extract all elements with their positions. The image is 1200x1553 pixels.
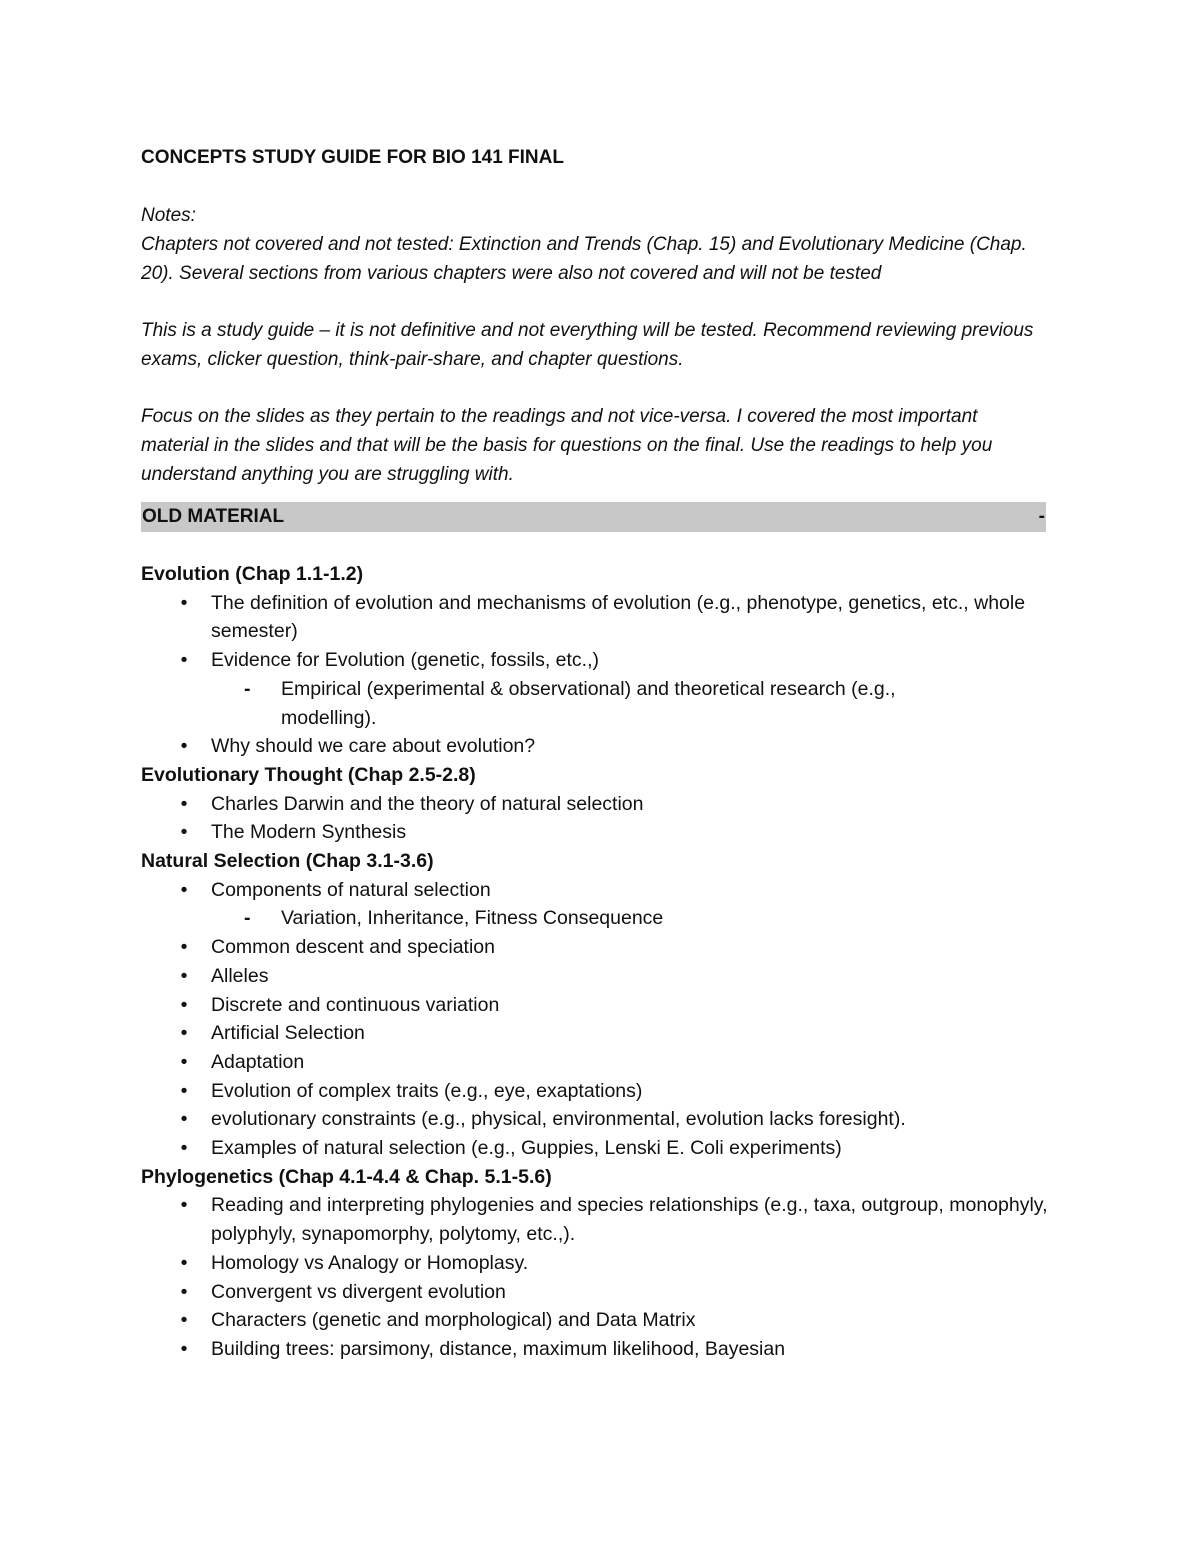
notes-paragraph: This is a study guide – it is not definitive and not everything will be tested. Recommend reviewing previous exams, clicker question, think-pair-share, and chapter questions. bbox=[141, 320, 1034, 370]
bullet-icon: • bbox=[180, 1022, 188, 1045]
list-item bbox=[141, 1077, 1066, 1106]
list-item bbox=[141, 1249, 1066, 1278]
list-item bbox=[141, 1191, 1066, 1248]
topic-section bbox=[141, 847, 1061, 1163]
list-item bbox=[141, 1278, 1066, 1307]
sub-list-item bbox=[211, 904, 996, 933]
bullet-icon: • bbox=[180, 1079, 188, 1102]
old-material-banner bbox=[141, 502, 1046, 532]
list-item bbox=[141, 933, 1066, 962]
bullet-list bbox=[141, 589, 1061, 761]
section-heading: Evolution (Chap 1.1-1.2) bbox=[141, 563, 364, 585]
bullet-list bbox=[141, 790, 1061, 847]
bullet-icon: • bbox=[180, 821, 188, 844]
list-item bbox=[141, 962, 1066, 991]
bullet-icon: • bbox=[180, 591, 188, 614]
list-item-text: evolutionary constraints (e.g., physical, environmental, evolution lacks foresight). bbox=[211, 1108, 906, 1131]
topic-sections bbox=[141, 560, 1061, 1364]
list-item-text: Homology vs Analogy or Homoplasy. bbox=[211, 1251, 529, 1274]
list-item bbox=[141, 1019, 1066, 1048]
list-item-text: Adaptation bbox=[211, 1050, 305, 1073]
notes-block bbox=[141, 201, 1061, 489]
list-item-text: Reading and interpreting phylogenies and species relationships (e.g., taxa, outgroup, monophyly, polyphyly, synapomorphy, polytomy, etc.,). bbox=[211, 1194, 1048, 1246]
bullet-icon: • bbox=[180, 1137, 188, 1160]
list-item-text: Examples of natural selection (e.g., Guppies, Lenski E. Coli experiments) bbox=[211, 1137, 842, 1160]
bullet-list bbox=[141, 1191, 1061, 1363]
list-item bbox=[141, 732, 1066, 761]
bullet-icon: • bbox=[180, 649, 188, 672]
bullet-icon: • bbox=[180, 993, 188, 1016]
bullet-list bbox=[141, 876, 1061, 1163]
bullet-icon: • bbox=[180, 1280, 188, 1303]
list-item bbox=[141, 991, 1066, 1020]
list-item bbox=[141, 790, 1066, 819]
list-item-text: Common descent and speciation bbox=[211, 936, 495, 959]
section-heading: Evolutionary Thought (Chap 2.5-2.8) bbox=[141, 763, 476, 786]
list-item-text: Characters (genetic and morphological) and Data Matrix bbox=[211, 1309, 696, 1332]
bullet-icon: • bbox=[180, 735, 188, 758]
list-item-text: Building trees: parsimony, distance, maximum likelihood, Bayesian bbox=[211, 1337, 786, 1360]
bullet-icon: • bbox=[180, 1309, 188, 1332]
list-item-text: Alleles bbox=[211, 964, 269, 987]
bullet-icon: • bbox=[180, 964, 188, 987]
notes-paragraph: Focus on the slides as they pertain to the readings and not vice-versa. I covered the most important material in the slides and that will be the basis for questions on the final. Use the readings to help you understand anything you are struggling with. bbox=[141, 406, 993, 485]
list-item-text: Components of natural selection bbox=[211, 878, 491, 901]
list-item bbox=[141, 1105, 1066, 1134]
topic-section bbox=[141, 560, 1061, 761]
sub-list-item bbox=[211, 675, 996, 732]
list-item-text: Charles Darwin and the theory of natural selection bbox=[211, 792, 644, 815]
bullet-icon: • bbox=[180, 1251, 188, 1274]
sub-list-item-text: Empirical (experimental & observational) and theoretical research (e.g., modelling). bbox=[281, 677, 896, 729]
list-item bbox=[141, 1134, 1066, 1163]
list-item-text: Convergent vs divergent evolution bbox=[211, 1280, 506, 1303]
list-item-text: Discrete and continuous variation bbox=[211, 993, 500, 1016]
bullet-icon: • bbox=[180, 1108, 188, 1131]
sub-list bbox=[141, 675, 1061, 732]
section-heading: Phylogenetics (Chap 4.1-4.4 & Chap. 5.1-5.6) bbox=[141, 1165, 552, 1188]
bullet-icon: • bbox=[180, 1194, 188, 1217]
document-content bbox=[141, 144, 1061, 1364]
bullet-icon: • bbox=[180, 1050, 188, 1073]
notes-paragraph: Chapters not covered and not tested: Extinction and Trends (Chap. 15) and Evolutionary Medicine (Chap. 20). Several sections from various chapters were also not covered and will not be tested bbox=[141, 234, 1027, 284]
list-item-text: Evidence for Evolution (genetic, fossils, etc.,) bbox=[211, 649, 600, 672]
section-heading: Natural Selection (Chap 3.1-3.6) bbox=[141, 850, 434, 873]
list-item-text: The definition of evolution and mechanisms of evolution (e.g., phenotype, genetics, etc., whole semester) bbox=[211, 591, 1026, 643]
list-item-text: The Modern Synthesis bbox=[211, 821, 407, 844]
sub-list bbox=[141, 904, 1061, 933]
list-item-text: Artificial Selection bbox=[211, 1022, 365, 1045]
bullet-icon: • bbox=[180, 792, 188, 815]
list-item bbox=[141, 1306, 1066, 1335]
list-item bbox=[141, 818, 1066, 847]
bullet-icon: • bbox=[180, 1337, 188, 1360]
dash-icon: - bbox=[244, 907, 251, 930]
list-item bbox=[141, 1335, 1066, 1364]
bullet-icon: • bbox=[180, 878, 188, 901]
topic-section bbox=[141, 761, 1061, 847]
list-item bbox=[141, 1048, 1066, 1077]
banner-marker: - bbox=[1038, 506, 1045, 527]
banner-label: OLD MATERIAL bbox=[142, 506, 285, 527]
notes-label: Notes: bbox=[141, 205, 196, 226]
topic-section bbox=[141, 1163, 1061, 1364]
list-item bbox=[141, 646, 1066, 675]
list-item bbox=[141, 589, 1066, 646]
list-item-text: Evolution of complex traits (e.g., eye, exaptations) bbox=[211, 1079, 643, 1102]
list-item bbox=[141, 876, 1066, 905]
document-title: CONCEPTS STUDY GUIDE FOR BIO 141 FINAL bbox=[141, 147, 564, 168]
list-item-text: Why should we care about evolution? bbox=[211, 735, 536, 758]
dash-icon: - bbox=[244, 677, 251, 700]
bullet-icon: • bbox=[180, 936, 188, 959]
sub-list-item-text: Variation, Inheritance, Fitness Consequence bbox=[281, 907, 664, 930]
